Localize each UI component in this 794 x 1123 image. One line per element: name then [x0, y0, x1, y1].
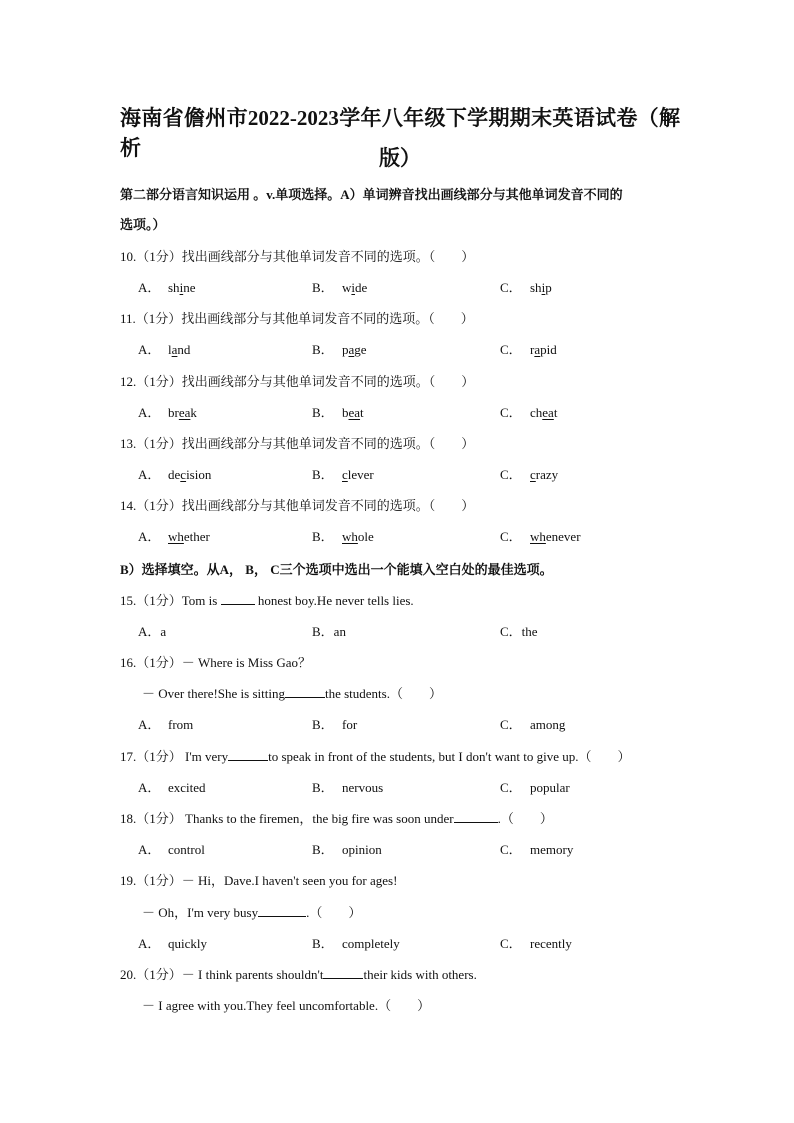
phonics-option	[138, 279, 195, 297]
option-label: B．	[312, 342, 334, 357]
option-label: A．	[138, 529, 161, 544]
q19-option-b	[312, 935, 400, 953]
option-text: for	[342, 717, 358, 732]
word-part: de	[168, 467, 181, 482]
q16-option-c	[500, 716, 565, 734]
word-part: ether	[183, 529, 210, 544]
q17-option-c	[500, 779, 570, 797]
question-18	[120, 810, 553, 828]
q17-stem-pre: 17.（1分） I'm very	[120, 749, 229, 764]
option-label: C．	[500, 405, 522, 420]
word-part: lever	[347, 467, 374, 482]
option-text: among	[530, 717, 566, 732]
phonics-option	[138, 341, 190, 359]
underlined-letters: i	[541, 280, 546, 295]
q18-stem-post: .（ ）	[497, 811, 553, 826]
underlined-letters: i	[351, 280, 356, 295]
underlined-letters: c	[342, 467, 348, 482]
question-15	[120, 592, 414, 610]
q18-option-a	[138, 841, 205, 859]
option-text: excited	[168, 780, 206, 795]
option-label: A．	[138, 405, 161, 420]
option-text: from	[168, 717, 194, 732]
underlined-letters: ea	[348, 405, 361, 420]
phonics-option	[312, 404, 364, 422]
option-text: recently	[530, 936, 572, 951]
option-text: quickly	[168, 936, 207, 951]
option-label: C．	[500, 342, 522, 357]
option-label: C．	[500, 280, 522, 295]
phonics-option	[312, 528, 374, 546]
q16-blank	[285, 685, 325, 698]
option-label: C．	[500, 780, 522, 795]
phonics-option	[138, 528, 210, 546]
phonics-option	[138, 466, 211, 484]
q16-option-a	[138, 716, 193, 734]
q20-stem-pre: 20.（1分）－ I think parents shouldn't	[120, 967, 324, 982]
option-label: A．	[138, 936, 161, 951]
word-part: sh	[168, 280, 180, 295]
word-part: br	[168, 405, 179, 420]
word-part: de	[355, 280, 368, 295]
q15-option-a: A．a	[138, 624, 167, 639]
question-20	[120, 966, 477, 984]
q19-option-c	[500, 935, 572, 953]
word-part: w	[342, 280, 352, 295]
option-label: B．	[312, 780, 334, 795]
phonics-option	[500, 279, 552, 297]
underlined-letters: c	[530, 467, 536, 482]
word-part: b	[342, 405, 349, 420]
q17-stem-post: to speak in front of the students, but I don't want to give up.（ ）	[268, 749, 631, 764]
word-part: ne	[183, 280, 196, 295]
word-part: ch	[530, 405, 543, 420]
q15-option-b: B．an	[312, 624, 346, 639]
q18-option-b	[312, 841, 382, 859]
option-label: A．	[138, 467, 161, 482]
phonics-question-stem: 13.（1分）找出画线部分与其他单词发音不同的选项。（ ）	[120, 436, 475, 451]
q15-option-c: C．the	[500, 624, 538, 639]
option-label: C．	[500, 842, 522, 857]
q20-stem-line2: － I agree with you.They feel uncomfortable.（ ）	[142, 998, 431, 1013]
q16-stem-post: the students.（ ）	[324, 686, 442, 701]
page-title-line1: 海南省儋州市2022-2023学年八年级下学期期末英语试卷（解析	[120, 106, 680, 160]
option-label: A．	[138, 717, 161, 732]
word-part: razy	[535, 467, 559, 482]
option-label: C．	[500, 529, 522, 544]
underlined-letters: i	[179, 280, 184, 295]
q19-option-a	[138, 935, 207, 953]
phonics-option	[500, 528, 581, 546]
q15-blank	[221, 592, 255, 605]
q20-blank	[323, 966, 363, 979]
word-part: ole	[357, 529, 374, 544]
option-label: B．	[312, 717, 334, 732]
q16-stem-pre: － Over there!She is sitting	[142, 686, 285, 701]
q18-stem-pre: 18.（1分） Thanks to the firemen，the big fire was soon under	[120, 811, 454, 826]
word-part: r	[530, 342, 535, 357]
q16-stem-line2	[142, 685, 442, 703]
option-label: B．	[312, 842, 334, 857]
word-part: ision	[186, 467, 212, 482]
underlined-letters: wh	[342, 529, 358, 544]
q16-option-b	[312, 716, 357, 734]
option-text: control	[168, 842, 205, 857]
page-title-line2: 版）	[379, 146, 421, 170]
option-text: opinion	[342, 842, 382, 857]
underlined-letters: c	[180, 467, 187, 482]
phonics-option	[500, 341, 557, 359]
word-part: p	[342, 342, 349, 357]
phonics-option	[312, 279, 367, 297]
underlined-letters: wh	[168, 529, 184, 544]
word-part: nd	[177, 342, 191, 357]
word-part: k	[190, 405, 197, 420]
phonics-option	[500, 404, 557, 422]
q18-blank	[454, 810, 498, 823]
word-part: t	[553, 405, 558, 420]
underlined-letters: wh	[530, 529, 546, 544]
word-part: enever	[545, 529, 581, 544]
q15-stem-pre: 15.（1分）Tom is	[120, 593, 221, 608]
option-label: A．	[138, 280, 161, 295]
phonics-question-stem: 10.（1分）找出画线部分与其他单词发音不同的选项。（ ）	[120, 249, 475, 264]
phonics-option	[138, 404, 197, 422]
phonics-question-stem: 11.（1分）找出画线部分与其他单词发音不同的选项。（ ）	[120, 311, 474, 326]
option-text: popular	[530, 780, 570, 795]
option-label: B．	[312, 529, 334, 544]
q15-stem-post: honest boy.He never tells lies.	[254, 593, 414, 608]
word-part: sh	[530, 280, 542, 295]
q19-stem-line2	[142, 904, 361, 922]
q16-stem-line1: 16.（1分）－ Where is Miss Gao？	[120, 655, 312, 670]
sectionB-heading: B）选择填空。从A， B， C三个选项中选出一个能填入空白处的最佳选项。	[120, 562, 553, 577]
word-part: p	[545, 280, 552, 295]
q17-option-a	[138, 779, 206, 797]
q19-stem-post: .（ ）	[306, 905, 362, 920]
phonics-question-stem: 12.（1分）找出画线部分与其他单词发音不同的选项。（ ）	[120, 374, 475, 389]
option-label: B．	[312, 936, 334, 951]
option-label: B．	[312, 280, 334, 295]
phonics-option	[312, 341, 367, 359]
option-label: B．	[312, 467, 334, 482]
word-part: t	[360, 405, 364, 420]
q20-stem-post: their kids with others.	[363, 967, 477, 982]
q19-stem-pre: － Oh，I'm very busy	[142, 905, 259, 920]
phonics-question-stem: 14.（1分）找出画线部分与其他单词发音不同的选项。（ ）	[120, 498, 475, 513]
option-label: B．	[312, 405, 334, 420]
phonics-option	[312, 466, 374, 484]
underlined-letters: a	[348, 342, 355, 357]
q19-stem-line1: 19.（1分）－ Hi，Dave.I haven't seen you for ages!	[120, 873, 398, 888]
q17-option-b	[312, 779, 383, 797]
option-text: memory	[530, 842, 574, 857]
option-label: C．	[500, 936, 522, 951]
q18-option-c	[500, 841, 573, 859]
option-label: C．	[500, 467, 522, 482]
word-part: ge	[354, 342, 367, 357]
underlined-letters: a	[171, 342, 178, 357]
question-17	[120, 748, 630, 766]
word-part: pid	[540, 342, 557, 357]
option-label: A．	[138, 342, 161, 357]
word-part: l	[168, 342, 172, 357]
q19-blank	[258, 904, 306, 917]
phonics-option	[500, 466, 558, 484]
q17-blank	[228, 748, 268, 761]
underlined-letters: ea	[178, 405, 191, 420]
option-label: A．	[138, 842, 161, 857]
underlined-letters: a	[534, 342, 541, 357]
section2-heading-line2: 选项。）	[120, 217, 166, 232]
option-label: A．	[138, 780, 161, 795]
underlined-letters: ea	[542, 405, 554, 420]
section2-heading-line1: 第二部分语言知识运用 。v.单项选择。A）单词辨音找出画线部分与其他单词发音不同的	[120, 187, 623, 202]
option-text: completely	[342, 936, 400, 951]
option-text: nervous	[342, 780, 384, 795]
option-label: C．	[500, 717, 522, 732]
